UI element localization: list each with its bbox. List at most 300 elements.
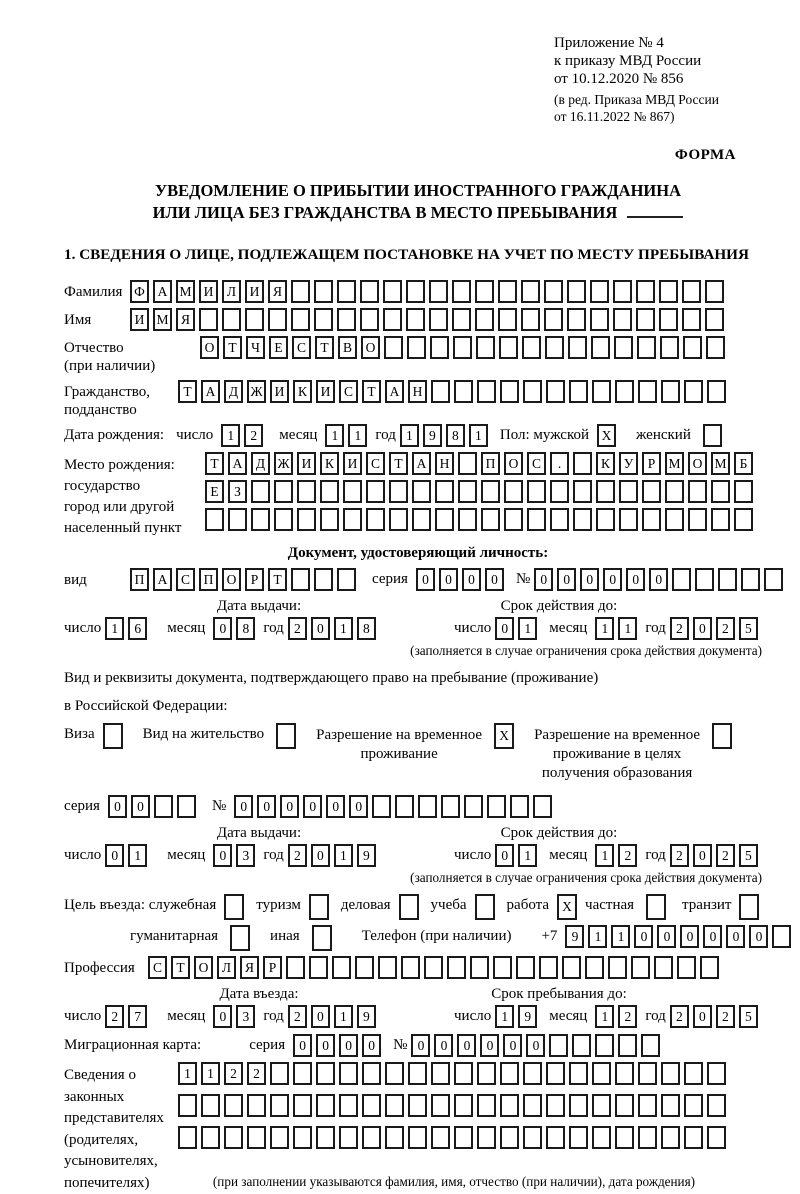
form-cell[interactable] (297, 508, 316, 531)
form-cell[interactable] (734, 508, 753, 531)
form-cell[interactable] (523, 1094, 542, 1117)
form-cell[interactable]: Р (263, 956, 282, 979)
form-cell[interactable] (521, 280, 540, 303)
form-cell[interactable] (475, 280, 494, 303)
form-cell[interactable] (454, 1126, 473, 1149)
form-cell[interactable]: 2 (716, 617, 735, 640)
form-cell[interactable] (637, 336, 656, 359)
form-cell[interactable] (362, 1062, 381, 1085)
form-cell[interactable] (435, 480, 454, 503)
form-cell[interactable]: С (176, 568, 195, 591)
form-cell[interactable]: П (199, 568, 218, 591)
form-cell[interactable] (177, 795, 196, 818)
form-cell[interactable] (312, 925, 332, 951)
form-cell[interactable] (339, 1094, 358, 1117)
form-cell[interactable] (270, 1094, 289, 1117)
form-cell[interactable] (688, 480, 707, 503)
form-cell[interactable] (276, 723, 296, 749)
form-cell[interactable] (504, 508, 523, 531)
form-cell[interactable] (481, 508, 500, 531)
form-cell[interactable]: 0 (626, 568, 645, 591)
form-cell[interactable] (205, 508, 224, 531)
form-cell[interactable] (703, 424, 722, 447)
form-cell[interactable]: 1 (105, 617, 124, 640)
form-cell[interactable]: 0 (234, 795, 253, 818)
form-cell[interactable] (487, 795, 506, 818)
form-cell[interactable]: Ж (274, 452, 293, 475)
form-cell[interactable] (452, 308, 471, 331)
form-cell[interactable] (569, 1126, 588, 1149)
form-cell[interactable] (700, 956, 719, 979)
form-cell[interactable]: Е (269, 336, 288, 359)
form-cell[interactable] (385, 1126, 404, 1149)
form-cell[interactable]: И (297, 452, 316, 475)
form-cell[interactable]: А (228, 452, 247, 475)
form-cell[interactable]: 1 (611, 925, 630, 948)
form-cell[interactable] (592, 1126, 611, 1149)
form-cell[interactable] (550, 480, 569, 503)
form-cell[interactable] (441, 795, 460, 818)
form-cell[interactable] (596, 480, 615, 503)
form-cell[interactable]: А (153, 568, 172, 591)
form-cell[interactable]: 1 (400, 424, 419, 447)
form-cell[interactable]: Я (268, 280, 287, 303)
form-cell[interactable]: К (596, 452, 615, 475)
form-cell[interactable] (431, 380, 450, 403)
form-cell[interactable] (291, 308, 310, 331)
form-cell[interactable]: О (200, 336, 219, 359)
form-cell[interactable] (316, 1094, 335, 1117)
form-cell[interactable] (395, 795, 414, 818)
form-cell[interactable] (646, 894, 666, 920)
form-cell[interactable]: 0 (257, 795, 276, 818)
form-cell[interactable]: 1 (518, 844, 537, 867)
form-cell[interactable]: Н (435, 452, 454, 475)
form-cell[interactable]: 0 (603, 568, 622, 591)
form-cell[interactable] (383, 280, 402, 303)
form-cell[interactable]: 0 (526, 1034, 545, 1057)
form-cell[interactable]: Л (222, 280, 241, 303)
form-cell[interactable] (399, 894, 419, 920)
form-cell[interactable] (337, 308, 356, 331)
form-cell[interactable]: 0 (485, 568, 504, 591)
form-cell[interactable] (343, 480, 362, 503)
form-cell[interactable] (522, 336, 541, 359)
form-cell[interactable] (590, 308, 609, 331)
form-cell[interactable] (741, 568, 760, 591)
form-cell[interactable] (383, 308, 402, 331)
form-cell[interactable]: 2 (670, 1005, 689, 1028)
form-cell[interactable] (545, 336, 564, 359)
form-cell[interactable]: 1 (334, 844, 353, 867)
form-cell[interactable] (562, 956, 581, 979)
form-cell[interactable]: 0 (693, 617, 712, 640)
form-cell[interactable] (618, 1034, 637, 1057)
form-cell[interactable]: Е (205, 480, 224, 503)
form-cell[interactable] (711, 480, 730, 503)
form-cell[interactable]: И (130, 308, 149, 331)
form-cell[interactable] (401, 956, 420, 979)
form-cell[interactable] (615, 380, 634, 403)
form-cell[interactable] (314, 280, 333, 303)
form-cell[interactable]: В (338, 336, 357, 359)
form-cell[interactable] (510, 795, 529, 818)
form-cell[interactable]: 2 (670, 844, 689, 867)
form-cell[interactable]: 1 (201, 1062, 220, 1085)
form-cell[interactable] (291, 280, 310, 303)
form-cell[interactable] (293, 1126, 312, 1149)
form-cell[interactable] (615, 1126, 634, 1149)
form-cell[interactable] (458, 480, 477, 503)
form-cell[interactable] (707, 1062, 726, 1085)
form-cell[interactable]: 5 (739, 1005, 758, 1028)
form-cell[interactable] (201, 1094, 220, 1117)
form-cell[interactable]: 9 (565, 925, 584, 948)
form-cell[interactable] (431, 1094, 450, 1117)
form-cell[interactable] (493, 956, 512, 979)
form-cell[interactable] (362, 1094, 381, 1117)
form-cell[interactable]: 0 (703, 925, 722, 948)
form-cell[interactable] (546, 380, 565, 403)
form-cell[interactable] (477, 1062, 496, 1085)
form-cell[interactable] (654, 956, 673, 979)
form-cell[interactable] (228, 508, 247, 531)
form-cell[interactable]: 5 (739, 844, 758, 867)
form-cell[interactable]: X (557, 894, 577, 920)
form-cell[interactable] (454, 1062, 473, 1085)
form-cell[interactable] (660, 336, 679, 359)
form-cell[interactable] (247, 1094, 266, 1117)
form-cell[interactable]: 0 (326, 795, 345, 818)
form-cell[interactable] (224, 894, 244, 920)
form-cell[interactable] (458, 452, 477, 475)
form-cell[interactable]: 8 (357, 617, 376, 640)
form-cell[interactable]: 1 (221, 424, 240, 447)
form-cell[interactable] (718, 568, 737, 591)
form-cell[interactable] (546, 1126, 565, 1149)
form-cell[interactable] (592, 380, 611, 403)
form-cell[interactable]: С (339, 380, 358, 403)
form-cell[interactable] (734, 480, 753, 503)
form-cell[interactable]: Т (315, 336, 334, 359)
form-cell[interactable] (464, 795, 483, 818)
form-cell[interactable] (712, 723, 732, 749)
form-cell[interactable] (572, 1034, 591, 1057)
form-cell[interactable]: 0 (105, 844, 124, 867)
form-cell[interactable] (500, 380, 519, 403)
form-cell[interactable] (477, 1094, 496, 1117)
form-cell[interactable] (274, 480, 293, 503)
form-cell[interactable]: З (228, 480, 247, 503)
form-cell[interactable] (385, 1094, 404, 1117)
form-cell[interactable] (613, 308, 632, 331)
form-cell[interactable]: 0 (280, 795, 299, 818)
form-cell[interactable]: Т (205, 452, 224, 475)
form-cell[interactable] (230, 925, 250, 951)
form-cell[interactable]: П (481, 452, 500, 475)
form-cell[interactable] (549, 1034, 568, 1057)
form-cell[interactable]: 0 (108, 795, 127, 818)
form-cell[interactable]: Т (223, 336, 242, 359)
form-cell[interactable]: 2 (105, 1005, 124, 1028)
form-cell[interactable]: 0 (693, 1005, 712, 1028)
form-cell[interactable]: 8 (446, 424, 465, 447)
form-cell[interactable] (638, 1126, 657, 1149)
form-cell[interactable] (431, 1126, 450, 1149)
form-cell[interactable]: У (619, 452, 638, 475)
form-cell[interactable]: 0 (213, 844, 232, 867)
form-cell[interactable]: А (201, 380, 220, 403)
form-cell[interactable] (406, 308, 425, 331)
form-cell[interactable]: П (130, 568, 149, 591)
form-cell[interactable] (661, 380, 680, 403)
form-cell[interactable]: 0 (434, 1034, 453, 1057)
form-cell[interactable]: 1 (618, 617, 637, 640)
form-cell[interactable] (711, 508, 730, 531)
form-cell[interactable]: 1 (518, 617, 537, 640)
form-cell[interactable] (476, 336, 495, 359)
form-cell[interactable] (500, 1062, 519, 1085)
form-cell[interactable]: Т (268, 568, 287, 591)
form-cell[interactable] (523, 1062, 542, 1085)
form-cell[interactable]: 0 (457, 1034, 476, 1057)
form-cell[interactable]: Д (251, 452, 270, 475)
form-cell[interactable] (608, 956, 627, 979)
form-cell[interactable]: 2 (224, 1062, 243, 1085)
form-cell[interactable]: 1 (334, 617, 353, 640)
form-cell[interactable] (567, 280, 586, 303)
form-cell[interactable] (293, 1062, 312, 1085)
form-cell[interactable]: О (194, 956, 213, 979)
form-cell[interactable] (638, 1094, 657, 1117)
form-cell[interactable]: Р (245, 568, 264, 591)
form-cell[interactable]: 2 (670, 617, 689, 640)
form-cell[interactable]: 2 (288, 844, 307, 867)
form-cell[interactable]: 0 (131, 795, 150, 818)
form-cell[interactable]: 2 (716, 844, 735, 867)
form-cell[interactable] (251, 480, 270, 503)
form-cell[interactable]: 0 (495, 617, 514, 640)
form-cell[interactable] (636, 280, 655, 303)
form-cell[interactable] (407, 336, 426, 359)
form-cell[interactable] (672, 568, 691, 591)
form-cell[interactable]: К (293, 380, 312, 403)
form-cell[interactable] (636, 308, 655, 331)
form-cell[interactable]: 1 (595, 844, 614, 867)
form-cell[interactable]: 0 (680, 925, 699, 948)
form-cell[interactable]: 1 (469, 424, 488, 447)
form-cell[interactable]: 6 (128, 617, 147, 640)
form-cell[interactable] (500, 1094, 519, 1117)
form-cell[interactable]: И (343, 452, 362, 475)
form-cell[interactable]: 0 (213, 617, 232, 640)
form-cell[interactable] (569, 1062, 588, 1085)
form-cell[interactable] (642, 508, 661, 531)
form-cell[interactable]: 2 (618, 844, 637, 867)
form-cell[interactable] (412, 480, 431, 503)
form-cell[interactable] (527, 508, 546, 531)
form-cell[interactable] (544, 280, 563, 303)
form-cell[interactable]: 9 (518, 1005, 537, 1028)
form-cell[interactable]: 0 (416, 568, 435, 591)
form-cell[interactable] (389, 480, 408, 503)
form-cell[interactable] (314, 308, 333, 331)
form-cell[interactable]: М (176, 280, 195, 303)
form-cell[interactable]: О (688, 452, 707, 475)
form-cell[interactable]: 0 (316, 1034, 335, 1057)
form-cell[interactable] (638, 380, 657, 403)
form-cell[interactable] (739, 894, 759, 920)
form-cell[interactable] (695, 568, 714, 591)
form-cell[interactable] (343, 508, 362, 531)
form-cell[interactable]: Н (408, 380, 427, 403)
form-cell[interactable]: Т (389, 452, 408, 475)
form-cell[interactable] (523, 380, 542, 403)
form-cell[interactable] (430, 336, 449, 359)
form-cell[interactable] (573, 508, 592, 531)
form-cell[interactable] (684, 1094, 703, 1117)
form-cell[interactable]: Ф (130, 280, 149, 303)
form-cell[interactable] (270, 1062, 289, 1085)
form-cell[interactable] (523, 1126, 542, 1149)
form-cell[interactable]: Л (217, 956, 236, 979)
form-cell[interactable]: Я (240, 956, 259, 979)
form-cell[interactable] (178, 1094, 197, 1117)
form-cell[interactable] (764, 568, 783, 591)
form-cell[interactable] (408, 1062, 427, 1085)
form-cell[interactable]: Б (734, 452, 753, 475)
form-cell[interactable] (619, 508, 638, 531)
form-cell[interactable] (452, 280, 471, 303)
form-cell[interactable] (366, 480, 385, 503)
form-cell[interactable] (516, 956, 535, 979)
form-cell[interactable]: 2 (288, 617, 307, 640)
form-cell[interactable]: 3 (236, 1005, 255, 1028)
form-cell[interactable] (567, 308, 586, 331)
form-cell[interactable] (360, 308, 379, 331)
form-cell[interactable]: 0 (311, 617, 330, 640)
form-cell[interactable]: X (494, 723, 514, 749)
form-cell[interactable]: И (199, 280, 218, 303)
form-cell[interactable] (475, 308, 494, 331)
form-cell[interactable] (332, 956, 351, 979)
form-cell[interactable] (591, 336, 610, 359)
form-cell[interactable]: А (153, 280, 172, 303)
form-cell[interactable] (309, 894, 329, 920)
form-cell[interactable]: 7 (128, 1005, 147, 1028)
form-cell[interactable]: 0 (439, 568, 458, 591)
form-cell[interactable] (429, 308, 448, 331)
form-cell[interactable] (546, 1062, 565, 1085)
form-cell[interactable]: 0 (462, 568, 481, 591)
form-cell[interactable] (316, 1126, 335, 1149)
form-cell[interactable] (499, 336, 518, 359)
form-cell[interactable] (408, 1094, 427, 1117)
form-cell[interactable] (641, 1034, 660, 1057)
form-cell[interactable]: 0 (349, 795, 368, 818)
form-cell[interactable]: 1 (588, 925, 607, 948)
form-cell[interactable]: 0 (534, 568, 553, 591)
form-cell[interactable] (453, 336, 472, 359)
form-cell[interactable]: С (527, 452, 546, 475)
form-cell[interactable] (251, 508, 270, 531)
form-cell[interactable] (683, 336, 702, 359)
form-cell[interactable]: 9 (357, 844, 376, 867)
form-cell[interactable] (527, 480, 546, 503)
form-cell[interactable]: Ч (246, 336, 265, 359)
form-cell[interactable] (431, 1062, 450, 1085)
form-cell[interactable] (366, 508, 385, 531)
form-cell[interactable] (293, 1094, 312, 1117)
form-cell[interactable] (705, 280, 724, 303)
form-cell[interactable] (498, 308, 517, 331)
form-cell[interactable] (684, 380, 703, 403)
form-cell[interactable] (614, 336, 633, 359)
form-cell[interactable]: И (245, 280, 264, 303)
form-cell[interactable] (309, 956, 328, 979)
form-cell[interactable]: 1 (348, 424, 367, 447)
form-cell[interactable]: О (361, 336, 380, 359)
form-cell[interactable] (103, 723, 123, 749)
form-cell[interactable]: 2 (247, 1062, 266, 1085)
form-cell[interactable] (454, 1094, 473, 1117)
form-cell[interactable]: Т (362, 380, 381, 403)
form-cell[interactable] (355, 956, 374, 979)
form-cell[interactable] (706, 336, 725, 359)
form-cell[interactable] (688, 508, 707, 531)
form-cell[interactable]: 2 (716, 1005, 735, 1028)
form-cell[interactable] (384, 336, 403, 359)
form-cell[interactable]: 1 (595, 1005, 614, 1028)
form-cell[interactable]: М (711, 452, 730, 475)
form-cell[interactable]: С (148, 956, 167, 979)
form-cell[interactable]: Т (171, 956, 190, 979)
form-cell[interactable] (539, 956, 558, 979)
form-cell[interactable] (569, 380, 588, 403)
form-cell[interactable]: Т (178, 380, 197, 403)
form-cell[interactable] (481, 480, 500, 503)
form-cell[interactable] (595, 1034, 614, 1057)
form-cell[interactable] (316, 1062, 335, 1085)
form-cell[interactable]: С (366, 452, 385, 475)
form-cell[interactable] (458, 508, 477, 531)
form-cell[interactable]: 1 (325, 424, 344, 447)
form-cell[interactable] (475, 894, 495, 920)
form-cell[interactable] (569, 1094, 588, 1117)
form-cell[interactable] (454, 380, 473, 403)
form-cell[interactable] (337, 568, 356, 591)
form-cell[interactable] (362, 1126, 381, 1149)
form-cell[interactable]: 2 (244, 424, 263, 447)
form-cell[interactable] (500, 1126, 519, 1149)
form-cell[interactable]: 0 (649, 568, 668, 591)
form-cell[interactable] (477, 380, 496, 403)
form-cell[interactable] (274, 508, 293, 531)
form-cell[interactable]: 0 (693, 844, 712, 867)
form-cell[interactable] (707, 1094, 726, 1117)
form-cell[interactable]: 0 (303, 795, 322, 818)
form-cell[interactable]: . (550, 452, 569, 475)
form-cell[interactable] (707, 1126, 726, 1149)
form-cell[interactable]: 0 (339, 1034, 358, 1057)
form-cell[interactable] (268, 308, 287, 331)
form-cell[interactable] (435, 508, 454, 531)
form-cell[interactable] (337, 280, 356, 303)
form-cell[interactable]: М (665, 452, 684, 475)
form-cell[interactable] (550, 508, 569, 531)
form-cell[interactable]: О (504, 452, 523, 475)
form-cell[interactable] (320, 480, 339, 503)
